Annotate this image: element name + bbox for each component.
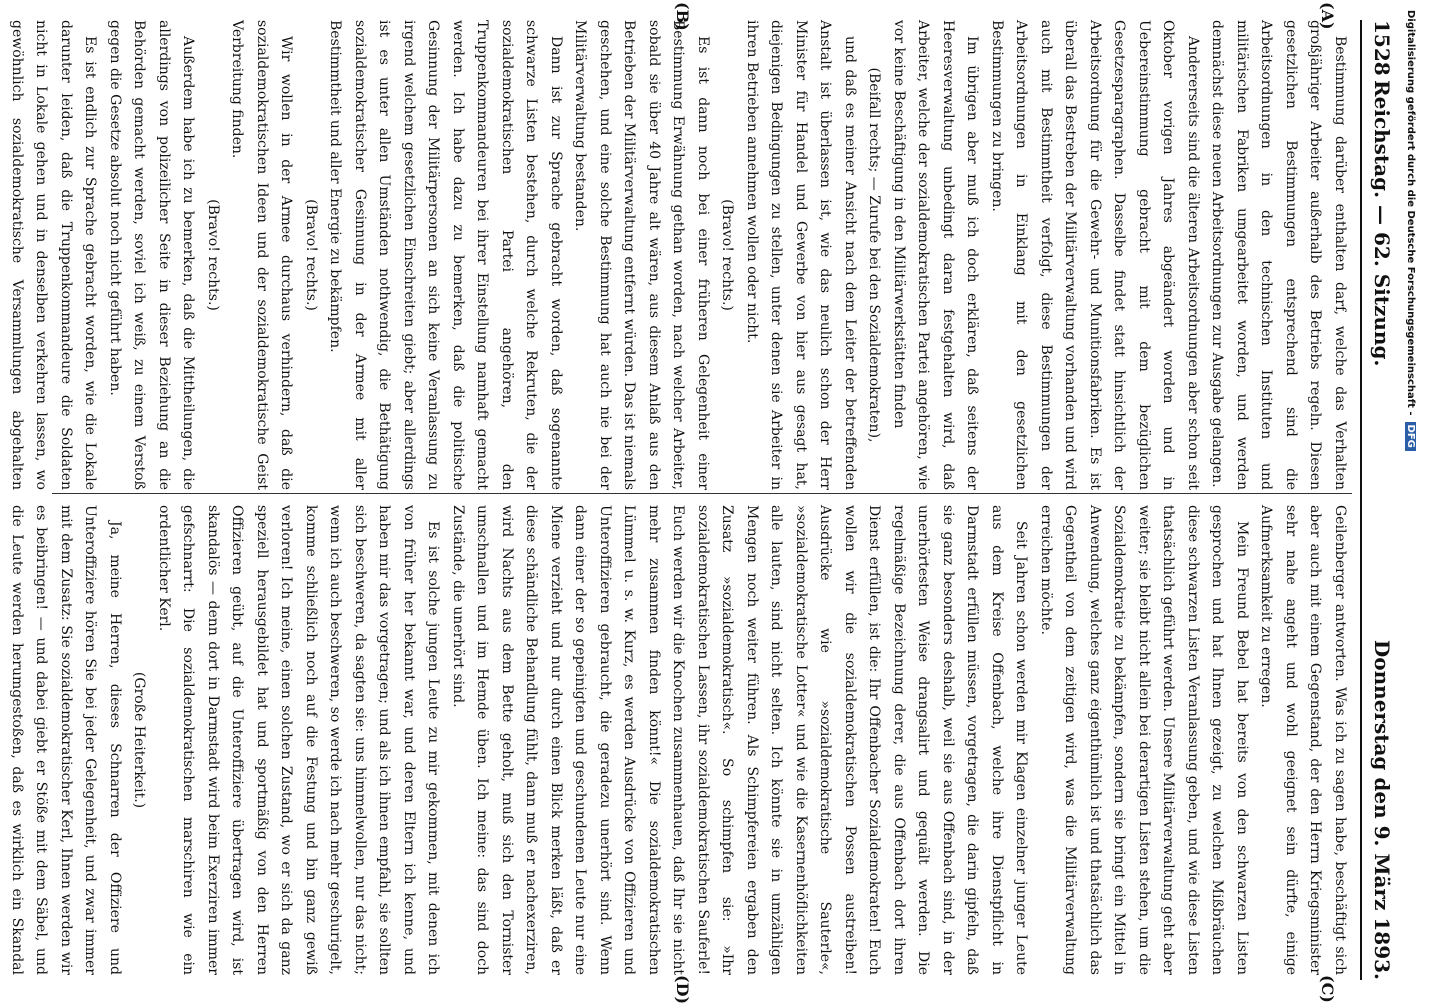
paragraph: Geilenberger antworten. Was ich zu sagen habe, beschäftigt sich aber auch mit einem Gegenstand, der den Herrn Kriegsminister sehr nahe angeht und wohl geeignet sein dürfte, einige Aufmerksamkeit zu erregen. bbox=[1258, 505, 1348, 975]
margin-letter-c: (C) bbox=[1318, 975, 1337, 1003]
interjection: (Bravo! rechts.) bbox=[303, 199, 319, 311]
paragraph: Dann ist zur Sprache gebracht worden, daß sogenannte schwarze Listen bestehen, durch welche Rekruten, die der sozialdemokratischen Partei angehören, den Truppenkommandeuren bei ihrer Einstellung namhaft gemacht werden. Ich habe dazu zu bemerken, daß die politische Gesinnung der Militärpersonen an sich keine Veranlassung zu irgend welchem gesetzlichen Einschreiten giebt; aber allerdings ist es unter allen Umständen nothwendig, die Bethätigung sozialdemokratischer Gesinnung in der Armee mit aller Bestimmtheit und aller Energie zu bekämpfen. bbox=[327, 20, 564, 490]
paragraph: Es ist endlich zur Sprache gebracht worden, wie die Lokale darunter leiden, daß die Truppenkommandeure die Soldaten nicht in Lokale gehen und in denselben verkehren lassen, wo gewöhnlich sozialdemokratische Versammlungen abgehalten bbox=[9, 20, 99, 490]
paragraph: Mein Freund Bebel hat bereits von den schwarzen Listen gesprochen und hat Ihnen gezeigt, zu welchen Mißbräuchen diese schwarzen Listen Veranlassung geben, und wie diese Listen thatsächlich geführt werden. Unsere Militärverwaltung geht aber weiter; sie bleibt nicht allein bei derartigen Listen stehen, um die Sozialdemokratie zu bekämpfen, sondern sie bringt ein Mittel in Anwendung, welches ganz eigenthümlich ist und thatsächlich das Gegentheil von dem zeitigen wird, was die Militärverwaltung erreichen möchte. bbox=[1038, 505, 1250, 975]
paragraph: und daß es meiner Ansicht nach dem Leiter der betreffenden Anstalt ist überlassen ist, wie das neulich schon der Herr Minister für Handel und Gewerbe von hier aus gesagt hat, diejenigen Bedingungen zu stellen, unter denen sie Arbeiter in ihren Betrieben annehmen wollen oder nicht. bbox=[744, 20, 858, 490]
funding-text: Digitalisierung gefördert durch die Deutsche Forschungsgemeinschaft - bbox=[1405, 10, 1416, 416]
interjection: (Große Heiterkeit.) bbox=[131, 671, 148, 809]
column-divider bbox=[52, 493, 1352, 494]
paragraph: Wir wollen in der Armee durchaus verhindern, daß die sozialdemokratischen Ideen und der sozialdemokratische Geist Verbreitung finden. bbox=[229, 20, 295, 490]
funding-credit bbox=[1398, 10, 1416, 990]
running-title-right: Donnerstag den 9. März 1893. bbox=[1370, 639, 1394, 980]
digitization-note bbox=[1405, 10, 1432, 990]
interjection: (Bravo! rechts.) bbox=[205, 199, 221, 311]
paragraph: Im übrigen aber muß ich doch erklären, daß seitens der Heeresverwaltung unbedingt daran festgehalten wird, daß Arbeiter, welche der sozialdemokratischen Partei angehören, wie vor keine Beschäftigung in den Militärwerkstätten finden bbox=[891, 20, 981, 490]
scanned-page bbox=[9, 0, 1412, 1004]
left-column bbox=[9, 20, 1352, 490]
page-number: 1528 bbox=[1370, 20, 1394, 76]
dfg-logo: DFG bbox=[1405, 422, 1416, 451]
interjection: (Beifall rechts; — Zurufe bei den Sozialdemokraten), bbox=[866, 67, 883, 443]
margin-letter-b: (B) bbox=[673, 2, 692, 31]
margin-letter-d: (D) bbox=[673, 975, 692, 1004]
paragraph: Außerdem habe ich zu bemerken, daß die Mittheilungen, die allerdings von polizeilicher Seite in dieser Beziehung an die Behörden gemacht werden, soviel ich weiß, zu einem Verstoß gegen die Gesetze absolut noch nicht geführt haben. bbox=[107, 20, 197, 490]
paragraph: Es ist dann noch bei einer früheren Gelegenheit einer Bestimmung Erwähnung gethan worden, nach welcher Arbeiter, sobald sie über 40 Jahre alt wären, aus diesem Anlaß aus den Betrieben der Militärverwaltung entfernt würden. Das ist niemals geschehen, und eine solche Bestimmung hat auch nie bei der Militärverwaltung bestanden. bbox=[572, 20, 711, 490]
page-header bbox=[1360, 20, 1402, 980]
paragraph: Seit Jahren schon werden mir Klagen einzelner junger Leute aus dem Kreise Offenbach, welche ihre Dienstpflicht in Darmstadt erfüllen müssen, vorgetragen, die darin gipfeln, daß sie ganz besonders deshalb, weil sie aus Offenbach sind, in der unerhörtesten Weise drangsalirt und gequält werden. Die regelmäßige Bezeichnung derer, die aus Offenbach dort ihren Dienst erfüllen, ist die: Ihr Offenbacher Sozialdemokraten! Euch wollen wir die sozialdemokratischen Possen austreiben! Ausdrücke wie »sozialdemokratische Sauterle«, »sozialdemokratische Lotter« und wie die Kasernenhöflichkeiten alle lauten, sind nicht selten. Ich könnte sie in umzähligen Mengen noch weiter führen. Als Schimpfereien ergaben den Zusatz »sozialdemokratisch«. So schimpfen sie: »Ihr sozialdemokratischen Lassen, ihr sozialdemokratischen Sauferle! Euch werden wir die Knochen zusammenhauen, daß Ihr sie nicht mehr zusammen finden könnt!« Die sozialdemokratischen Lümmel u. s. w. Kurz, es werden Ausdrücke von Offizieren und Unteroffizieren gebraucht, die geradezu unerhört sind. Wenn dann einer der so gepeinigten und geschundenen Leute nur eine Miene verzieht und nur durch einen Blick merken läßt, daß er diese schändliche Behandlung fühlt, dann muß er nachexerziren, wird Nachts aus dem Bette geholt, muß sich den Tornister umschnallen und im Hemde üben. Ich meine: das sind doch Zustände, die unerhört sind. bbox=[450, 505, 1030, 975]
right-column bbox=[9, 505, 1352, 975]
running-title-left: Reichstag. — 62. Sitzung. bbox=[1370, 80, 1394, 367]
paragraph: Es ist solche jungen Leute zu mir gekommen, mit denen ich von früher her bekannt war, und deren Eltern ich kenne, und haben mir das vorgetragen; und als ich ihnen empfahl, sie sollten sich beschweren, da sagten sie: uns himmelwollen, nur das nicht; wenn ich auch beschweren, so werde ich nach mehr geschurigelt, komme schließlich noch auf die Festung und bin ganz gewiß verloren! Ich meine, einen solchen Zustand, wo er sich da ganz speziell herausgebildet hat und sportmäßig von den Herren Offizieren geübt, auf die Unteroffiziere übertragen wird, ist skandalös — denn dort in Darmstadt wird beim Exerziren immer gefschnarrt: Die sozialdemokratischen marschiren wie ein ordentlicher Kerl. bbox=[156, 505, 442, 975]
paragraph: Bestimmung darüber enthalten darf, welche das Verhalten großjähriger Arbeiter außerhalb des Betriebs regeln. Diesen gesetzlichen Bestimmungen entsprechend sind die Arbeitsordnungen in den technischen Instituten und militärischen Fabriken umgearbeitet worden, und werden demnächst diese neuen Arbeitsordnungen zur Ausgabe gelangen. bbox=[1209, 20, 1348, 490]
paragraph: Andererseits sind die älteren Arbeitsordnungen aber schon seit Oktober vorigen Jahres abgeändert worden und in Uebereinstimmung gebracht mit dem bezüglichen Gesetzesparagraphen. Dasselbe findet statt hinsichtlich der Arbeitsordnung für die Gewehr- und Munitionsfabriken. Es ist überall das Bestreben der Militärverwaltung vorhanden und wird auch mit Bestimmtheit verfolgt, diese Bestimmungen der Arbeitsordnungen in Einklang mit den gesetzlichen Bestimmungen zu bringen. bbox=[989, 20, 1201, 490]
interjection: (Bravo! rechts.) bbox=[719, 199, 736, 311]
margin-letter-a: (A) bbox=[1318, 2, 1337, 30]
paragraph: Ja, meine Herren, dieses Schnarren der Offiziere und Unteroffiziere hören Sie bei jeder Gelegenheit, und zwar immer mit dem Zusatz: Sie sozialdemokratischer Kerl, Ihnen werden wir es beibringen! — und dabei giebt er Stöße mit dem Säbel, und die Leute werden herumgestoßen, daß es wirklich ein Skandal bbox=[9, 505, 123, 975]
